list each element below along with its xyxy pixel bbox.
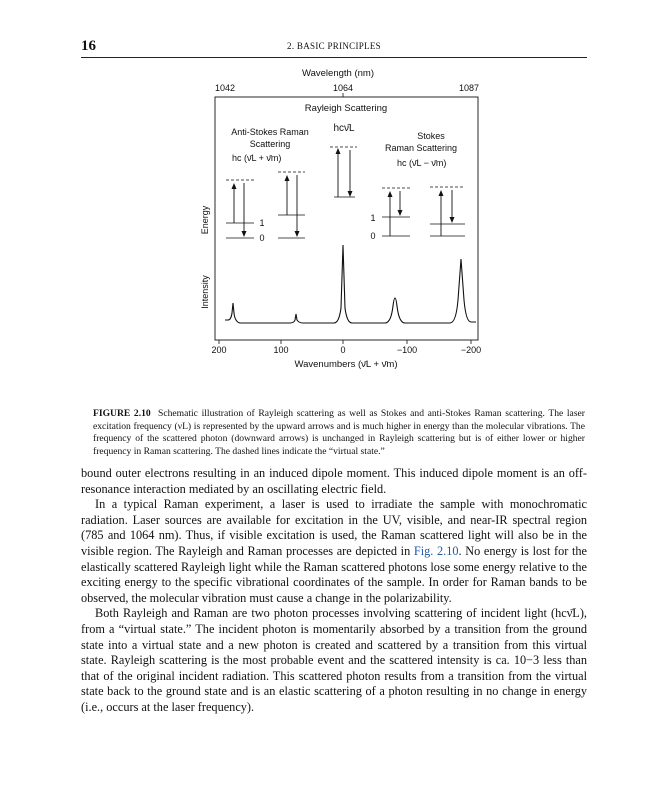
wavenumber-axis-label: Wavenumbers (ν̄L + ν̄m) [294,359,398,370]
rayleigh-title: Rayleigh Scattering [304,103,388,114]
wavelength-tick-1087: 1087 [458,83,480,93]
stokes-1-down-arrowhead [398,210,403,216]
stokes-2-up-arrowhead [439,190,444,196]
rayleigh-formula: hcν̄L [333,123,355,134]
anti-stokes-line2: Scattering [249,139,291,149]
stokes-line2: Raman Scattering [384,143,458,153]
body-text [81,466,587,716]
paragraph-2 [81,497,587,606]
page-number: 16 [81,38,96,54]
wavenumber-tick-0: 0 [340,345,346,355]
stokes-formula: hc (ν̄L − ν̄m) [397,158,447,168]
wavenumber-tick-200: 200 [211,345,227,355]
rayleigh-down-arrowhead [348,191,353,197]
paragraph-3: Both Rayleigh and Raman are two photon processes involving scattering of incident light (hcν̄L), from a “virtual state.” The incident photon is momentarily absorbed by a transition from the ground state into a virtual state and a new photon is created and scattered by a transition from this virtual state. Rayleigh scattering is the most probable event and the scattered intensity is ca. 10−3 less than that of the original incident radiation. This scattered photon results from a transition from the virtual state back to the ground state and is an elastic scattering of a photon resulting in no change in energy (i.e., occurs at the laser frequency). [81,606,587,714]
wavelength-tick-1064: 1064 [332,83,354,93]
stokes-2-down-arrowhead [450,217,455,223]
wavenumber-tick-neg200: −200 [460,345,482,355]
anti-stokes-formula: hc (ν̄L + ν̄m) [232,153,282,163]
wavenumber-tick-100: 100 [273,345,289,355]
figure-label: FIGURE 2.10 [93,408,151,419]
spectrum-trace [225,245,476,323]
anti-stokes-level-1-label: 1 [259,218,265,228]
figure-2-10-link[interactable]: Fig. 2.10 [413,543,459,558]
anti-stokes-1-down-arrowhead [242,231,247,237]
stokes-line1: Stokes [417,131,445,141]
stokes-1-up-arrowhead [388,191,393,197]
anti-stokes-1-up-arrowhead [232,183,237,189]
wavenumber-tick-neg100: −100 [396,345,418,355]
anti-stokes-2-up-arrowhead [285,175,290,181]
anti-stokes-line1: Anti-Stokes Raman [231,127,309,137]
paragraph-1: bound outer electrons resulting in an induced dipole moment. This induced dipole moment is an off-resonance interaction mediated by an oscillating electric field. [81,466,587,496]
stokes-level-0-label: 0 [370,231,376,241]
energy-axis-label: Energy [200,205,210,235]
chapter-title: 2. BASIC PRINCIPLES [287,41,381,51]
anti-stokes-level-0-label: 0 [259,233,265,243]
rayleigh-up-arrowhead [336,148,341,154]
figure-caption [93,408,585,458]
wavelength-axis-label: Wavelength (nm) [302,68,374,79]
intensity-axis-label: Intensity [200,275,210,309]
paragraph-2-text-b: . No energy is lost for the elastically scattered Rayleigh light while the Raman scattered photons lose some energy relative to the exciting energy to the specific vibrational coordinates of the sample. In order for Raman bands to be observed, the molecular vibration must cause a change in the polarizability. [81,543,587,605]
stokes-level-1-label: 1 [370,213,376,223]
anti-stokes-2-down-arrowhead [295,231,300,237]
paragraph-2-text-a: In a typical Raman experiment, a laser is used to irradiate the sample with monochromatic radiation. Laser sources are available for excitation in the UV, visible, and near-IR spectral region (785 and 1064 nm). Thus, if visible excitation is used, the Raman scattered light will also be in the visible region. The Rayleigh and Raman processes are depicted in [81,497,587,558]
caption-text: Schematic illustration of Rayleigh scattering as well as Stokes and anti-Stokes Raman scattering. The laser excitation frequency (νL) is represented by the upward arrows and is much higher in energy than the molecular vibrations. The frequency of the scattered photon (downward arrows) is unchanged in Rayleigh scattering but is of either lower or higher frequency in Raman scattering. The dashed lines indicate the “virtual state.” [93,408,586,457]
wavelength-tick-1042: 1042 [214,83,236,93]
